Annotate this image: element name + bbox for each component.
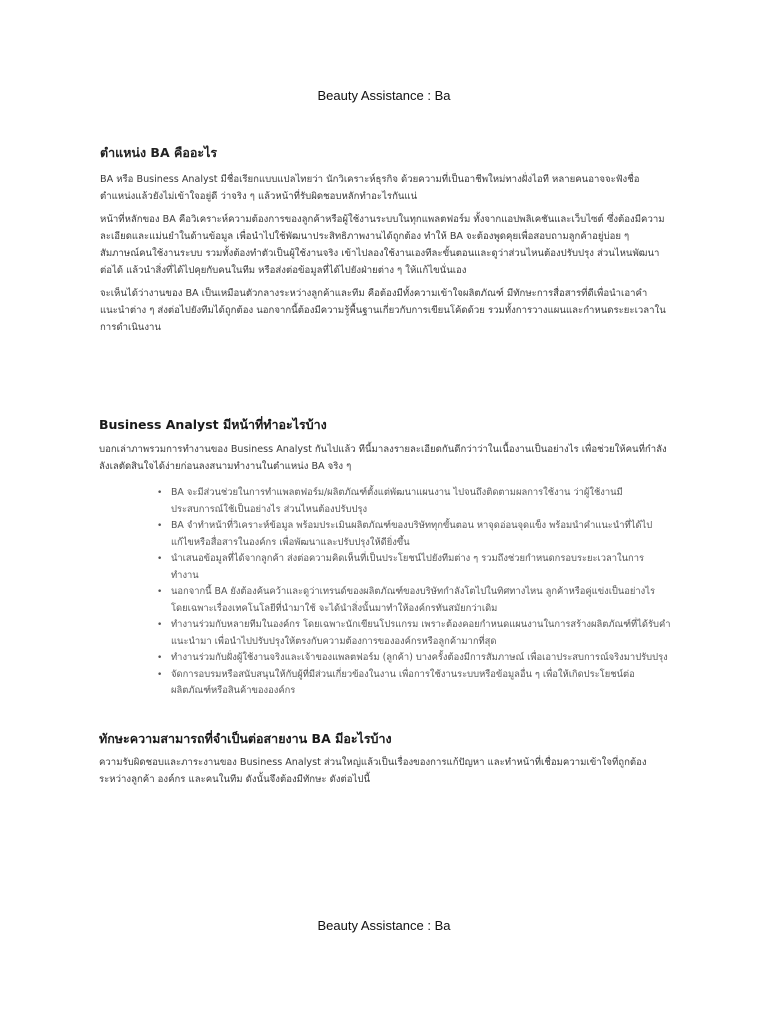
bullet-icon: • [157,554,163,564]
list-item-text: นอกจากนี้ BA ยังต้องค้นคว้าและดูว่าเทรนด์ของผลิตภัณฑ์ของบริษัทกำลังโตไปในทิศทางไหน ลูกค้าหรือคู่แข่งเป็นอย่างไร โดยเฉพาะเรื่องเทคโนโลยีที่นำมาใช้ จะได้นำสิ่งนั้นมาทำให้องค์กรทันสมัยกว่าเดิม [171,586,655,614]
bullet-icon: • [157,488,163,498]
list-item [157,617,671,650]
bullet-icon: • [157,521,163,531]
paragraph: บอกเล่าภาพรวมการทำงานของ Business Analyst กันไปแล้ว ทีนี้มาลงรายละเอียดกันดีกว่าว่าในเนื้องานเป็นอย่างไร เพื่อช่วยให้คนที่กำลังลังเลตัดสินใจได้ง่ายก่อนลงสนามทำงานในตำแหน่ง BA จริง ๆ [99,444,667,472]
list-item [157,551,671,584]
section-heading: Business Analyst มีหน้าที่ทำอะไรบ้าง [99,417,327,432]
paragraph: ความรับผิดชอบและภาระงานของ Business Analyst ส่วนใหญ่แล้วเป็นเรื่องของการแก้ปัญหา และทำหน้าที่เชื่อมความเข้าใจที่ถูกต้องระหว่างลูกค้า องค์กร และคนในทีม ดังนั้นจึงต้องมีทักษะ ดังต่อไปนี้ [99,757,647,785]
list-item-text: BA จำทำหน้าที่วิเคราะห์ข้อมูล พร้อมประเมินผลิตภัณฑ์ของบริษัททุกขั้นตอน หาจุดอ่อนจุดแข็ง พร้อมนำคำแนะนำที่ได้ไปแก้ไขหรือสื่อสารในองค์กร เพื่อพัฒนาและปรับปรุงให้ดียิ่งขึ้น [171,520,653,548]
page-header [0,88,768,103]
list-item-text: BA จะมีส่วนช่วยในการทำแพลตฟอร์ม/ผลิตภัณฑ์ตั้งแต่พัฒนาแผนงาน ไปจนถึงติดตามผลการใช้งาน ว่าผู้ใช้งานมีประสบการณ์ใช้เป็นอย่างไร ส่วนไหนต้องปรับปรุง [171,487,623,515]
section-what-is-ba [100,143,670,342]
list-item-text: จัดการอบรมหรือสนับสนุนให้กับผู้ที่มีส่วนเกี่ยวข้องในงาน เพื่อการใช้งานระบบหรือข้อมูลอื่น ๆ เพื่อให้เกิดประโยชน์ต่อผลิตภัณฑ์หรือสินค้าขององค์กร [171,668,635,696]
list-item [157,584,671,617]
list-item-text: ทำงานร่วมกับฝั่งผู้ใช้งานจริงและเจ้าของแพลตฟอร์ม (ลูกค้า) บางครั้งต้องมีการสัมภาษณ์ เพื่อเอาประสบการณ์จริงมาปรับปรุง [171,652,668,663]
section-heading: ทักษะความสามารถที่จำเป็นต่อสายงาน BA มีอะไรบ้าง [99,731,392,746]
list-item [157,485,671,518]
section-heading: ตำแหน่ง BA คืออะไร [100,145,218,160]
section-ba-duties [99,415,671,700]
bullet-icon: • [157,587,163,597]
bullet-icon: • [157,620,163,630]
page-footer-title: Beauty Assistance : Ba [317,918,451,933]
bullet-icon: • [157,653,163,663]
list-item [157,667,671,700]
paragraph: จะเห็นได้ว่างานของ BA เป็นเหมือนตัวกลางระหว่างลูกค้าและทีม คือต้องมีทั้งความเข้าใจผลิตภัณฑ์ มีทักษะการสื่อสารที่ดีเพื่อนำเอาคำแนะนำต่าง ๆ ส่งต่อไปยังทีมได้ถูกต้อง นอกจากนี้ต้องมีความรู้พื้นฐานเกี่ยวกับการเขียนโค้ดด้วย รวมทั้งการวางแผนและกำหนดระยะเวลาในการดำเนินงาน [100,288,666,333]
duties-list [99,485,671,700]
paragraph: หน้าที่หลักของ BA คือวิเคราะห์ความต้องการของลูกค้าหรือผู้ใช้งานระบบในทุกแพลตฟอร์ม ทั้งจากแอปพลิเคชันและเว็บไซต์ ซึ่งต้องมีความละเอียดและแม่นยำในด้านข้อมูล เพื่อนำไปใช้พัฒนาประสิทธิภาพงานได้ถูกต้อง ทำให้ BA จะต้องพูดคุยเพื่อสอบถามลูกค้าอยู่บ่อย ๆ สัมภาษณ์คนใช้งานระบบ รวมทั้งต้องทำตัวเป็นผู้ใช้งานจริง เข้าไปลองใช้งานเองทีละขั้นตอนและดูว่าส่วนไหนต้องปรับปรุง ส่วนไหนพัฒนาต่อได้ แล้วนำสิ่งที่ได้ไปคุยกับคนในทีม หรือส่งต่อข้อมูลที่ได้ไปยังฝ่ายต่าง ๆ ให้แก้ไขนั่นเอง [100,214,665,276]
paragraph: BA หรือ Business Analyst มีชื่อเรียกแบบแปลไทยว่า นักวิเคราะห์ธุรกิจ ด้วยความที่เป็นอาชีพใหม่ทางฝั่งไอที หลายคนอาจจะฟังชื่อตำแหน่งแล้วยังไม่เข้าใจอยู่ดี ว่าจริง ๆ แล้วหน้าที่รับผิดชอบหลักทำอะไรกันแน่ [100,174,640,202]
page-footer [0,918,768,933]
page-header-title: Beauty Assistance : Ba [317,88,451,103]
list-item [157,650,671,667]
section-ba-skills [99,729,671,788]
bullet-icon: • [157,669,163,680]
list-item-text: นำเสนอข้อมูลที่ได้จากลูกค้า ส่งต่อความคิดเห็นที่เป็นประโยชน์ไปยังทีมต่าง ๆ รวมถึงช่วยกำหนดกรอบระยะเวลาในการทำงาน [171,553,644,581]
list-item [157,518,671,551]
list-item-text: ทำงานร่วมกับหลายทีมในองค์กร โดยเฉพาะนักเขียนโปรแกรม เพราะต้องคอยกำหนดแผนงานในการสร้างผลิตภัณฑ์ที่ได้รับคำแนะนำมา เพื่อนำไปปรับปรุงให้ตรงกับความต้องการขององค์กรหรือลูกค้ามากที่สุด [171,619,671,647]
